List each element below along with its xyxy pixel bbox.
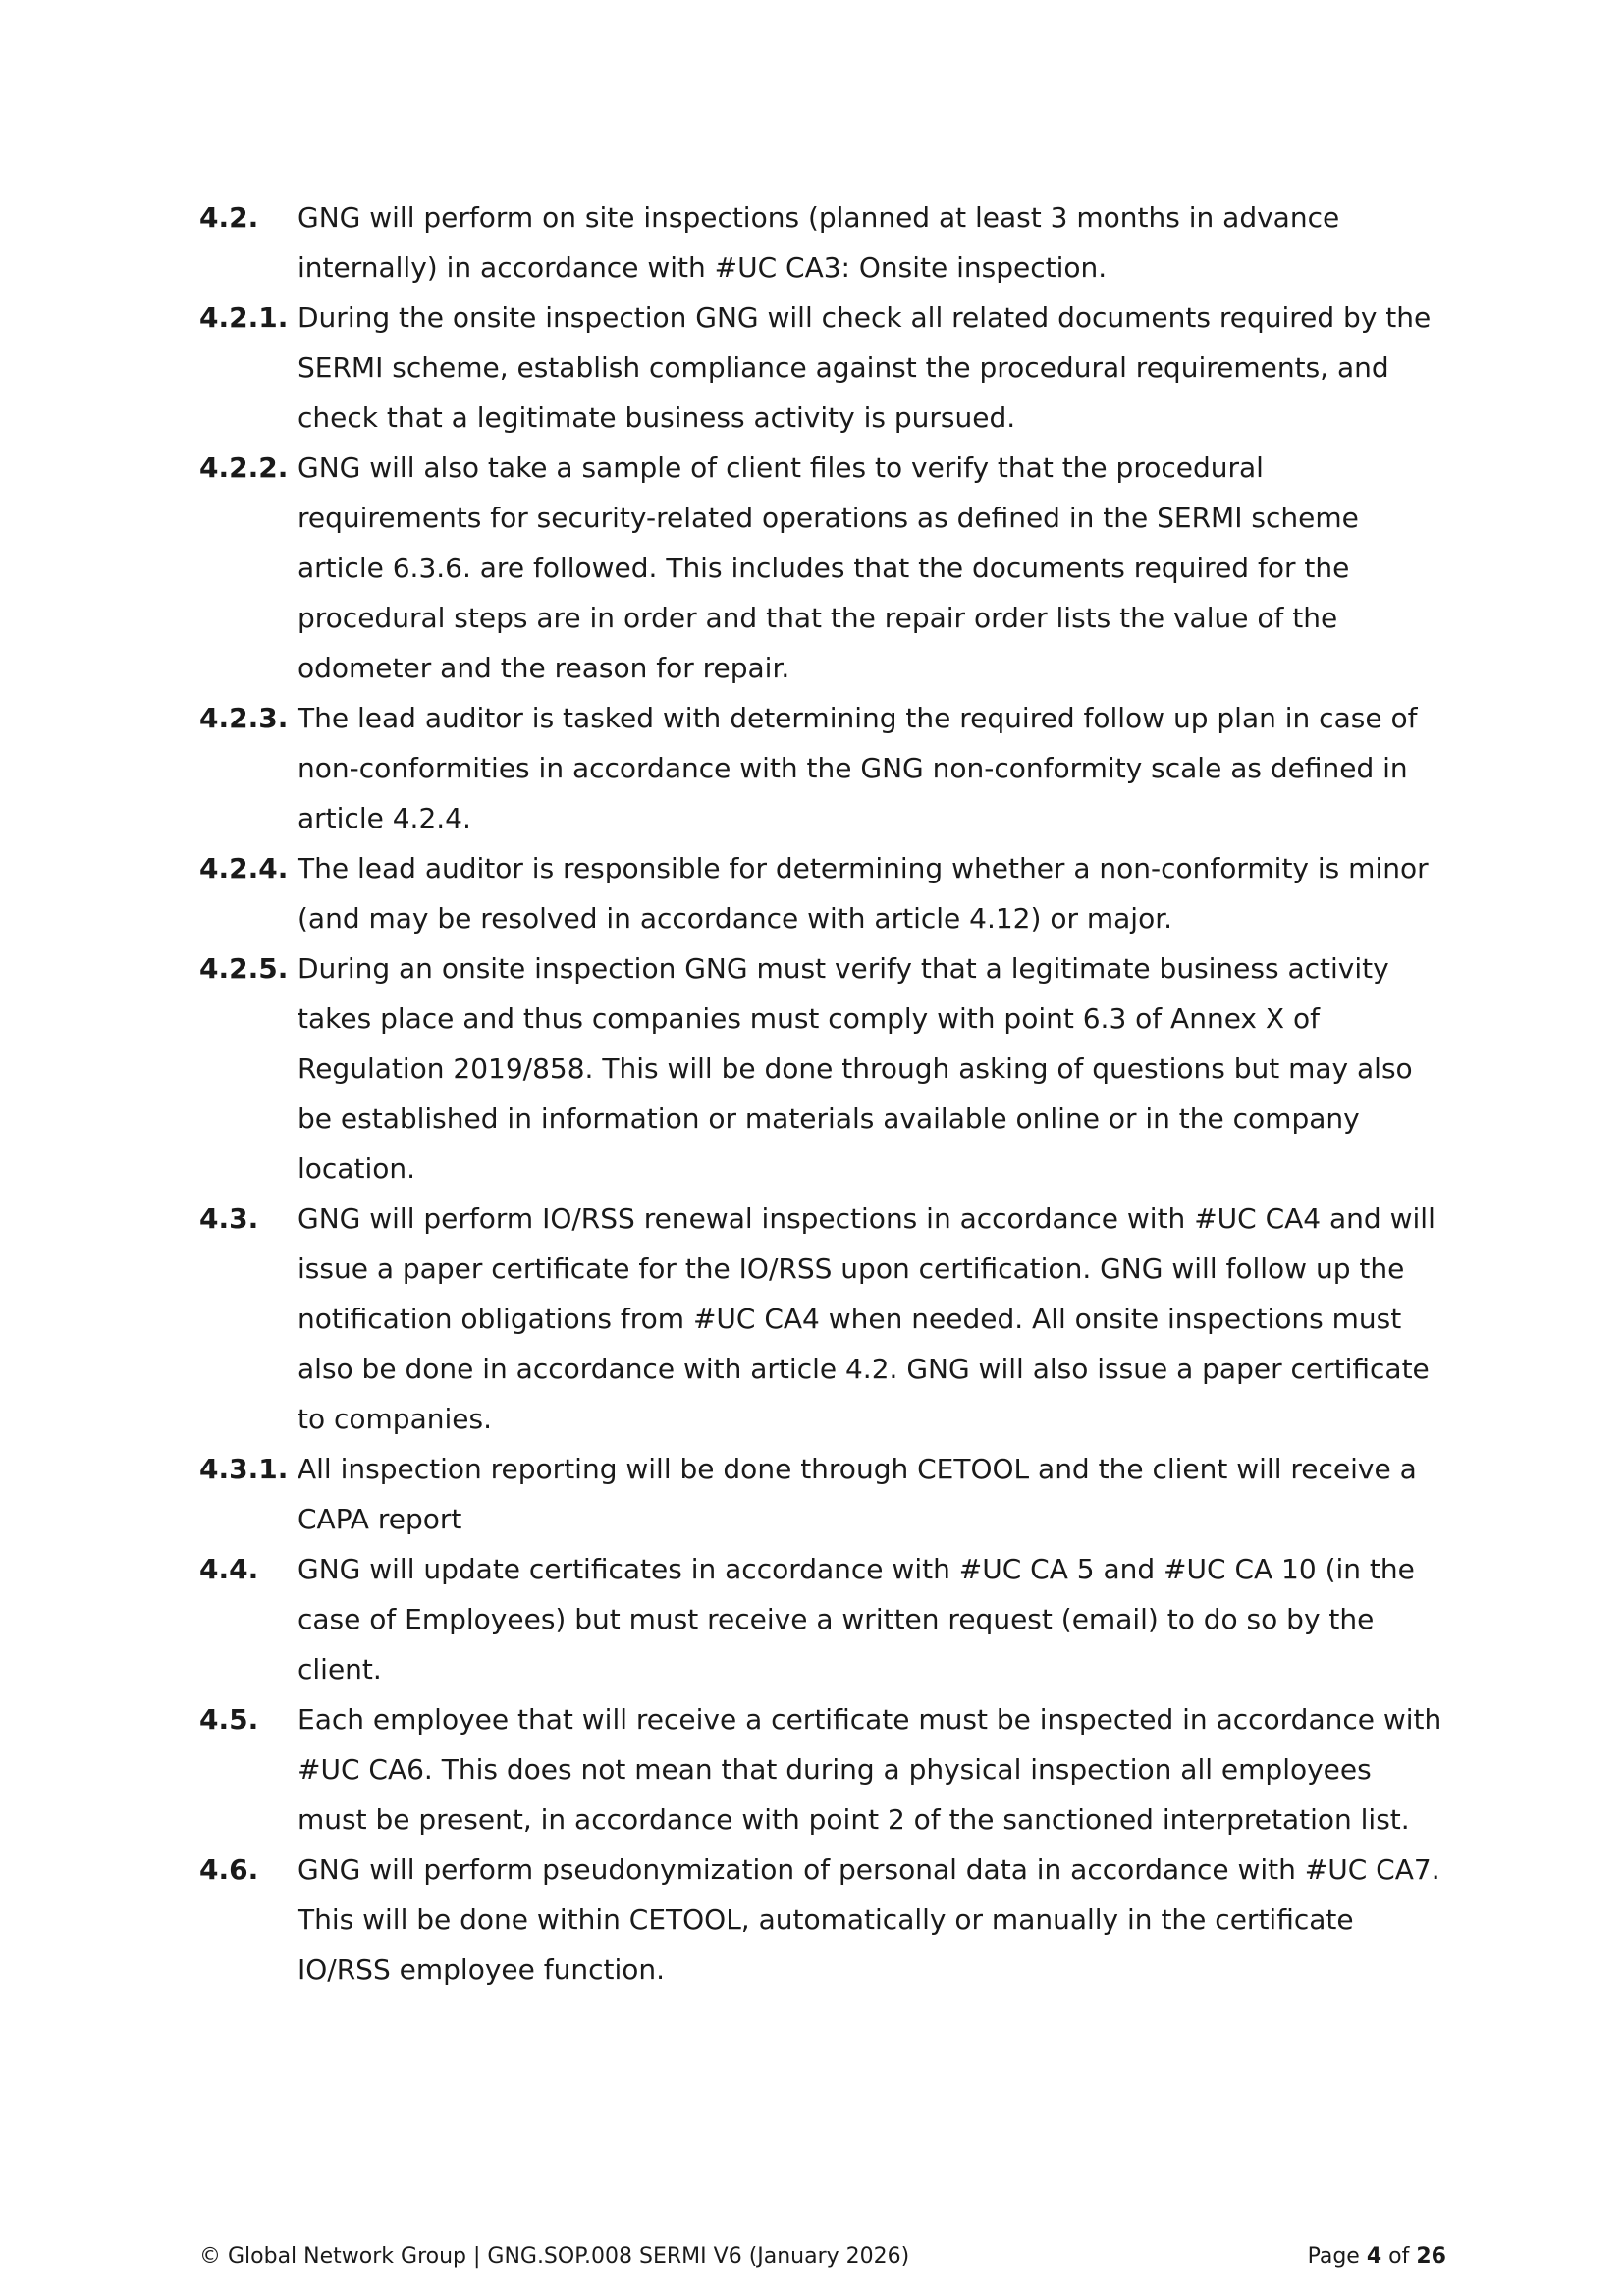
clause-number: 4.6. (199, 1853, 259, 1886)
clause-4-2 (199, 192, 1446, 293)
clause-4-2-5 (199, 943, 1446, 1194)
clause-4-2-1 (199, 293, 1446, 443)
clause-text: Each employee that will receive a certificate must be inspected in accordance with #UC CA6. This does not mean that during a physical inspection all employees must be present, in accordance with point 2 of the sanctioned interpretation list. (298, 1703, 1442, 1836)
clause-text: During an onsite inspection GNG must verify that a legitimate business activity takes place and thus companies must comply with point 6.3 of Annex X of Regulation 2019/858. This will be done through asking of questions but may also be established in information or materials available online or in the company location. (298, 952, 1413, 1185)
page-of: of (1388, 2244, 1410, 2269)
document-body (199, 192, 1446, 1995)
clause-number: 4.3. (199, 1202, 259, 1235)
clause-4-6 (199, 1844, 1446, 1995)
clause-text: The lead auditor is tasked with determining the required follow up plan in case of non-conformities in accordance with the GNG non-conformity scale as defined in article 4.2.4. (298, 702, 1418, 834)
clause-text: GNG will perform pseudonymization of personal data in accordance with #UC CA7. This will be done within CETOOL, automatically or manually in the certificate IO/RSS employee function. (298, 1853, 1440, 1986)
clause-text: GNG will also take a sample of client files to verify that the procedural requirements for security-related operations as defined in the SERMI scheme article 6.3.6. are followed. This includes that the documents required for the procedural steps are in order and that the repair order lists the value of the odometer and the reason for repair. (298, 452, 1359, 684)
page-label: Page (1307, 2244, 1360, 2269)
clause-4-3-1 (199, 1444, 1446, 1544)
clause-number: 4.2.3. (199, 702, 289, 734)
clause-text: The lead auditor is responsible for determining whether a non-conformity is minor (and may be resolved in accordance with article 4.12) or major. (298, 852, 1429, 934)
clause-4-2-3 (199, 693, 1446, 843)
footer-copyright: © Global Network Group | GNG.SOP.008 SERMI V6 (January 2026) (199, 2244, 910, 2269)
clause-text: During the onsite inspection GNG will check all related documents required by the SERMI scheme, establish compliance against the procedural requirements, and check that a legitimate business activity is pursued. (298, 301, 1432, 434)
clause-number: 4.2.2. (199, 452, 289, 484)
clause-4-2-4 (199, 843, 1446, 943)
clause-4-2-2 (199, 443, 1446, 693)
clause-4-4 (199, 1544, 1446, 1694)
page-footer (199, 2242, 1446, 2271)
clause-number: 4.2.5. (199, 952, 289, 985)
clause-text: GNG will perform on site inspections (planned at least 3 months in advance internally) in accordance with #UC CA3: Onsite inspection. (298, 201, 1340, 284)
clause-number: 4.5. (199, 1703, 259, 1735)
page-total: 26 (1416, 2244, 1446, 2269)
page-current: 4 (1366, 2244, 1382, 2269)
clause-number: 4.3.1. (199, 1453, 289, 1485)
clause-4-3 (199, 1194, 1446, 1444)
clause-number: 4.2. (199, 201, 259, 234)
clause-number: 4.2.4. (199, 852, 289, 884)
clause-text: GNG will update certificates in accordance with #UC CA 5 and #UC CA 10 (in the case of Employees) but must receive a written request (email) to do so by the client. (298, 1553, 1415, 1685)
clause-text: GNG will perform IO/RSS renewal inspections in accordance with #UC CA4 and will issue a paper certificate for the IO/RSS upon certification. GNG will follow up the notification obligations from #UC CA4 when needed. All onsite inspections must also be done in accordance with article 4.2. GNG will also issue a paper certificate to companies. (298, 1202, 1435, 1435)
page-number (1308, 2242, 1446, 2271)
clause-number: 4.2.1. (199, 301, 289, 334)
clause-text: All inspection reporting will be done through CETOOL and the client will receive a CAPA report (298, 1453, 1417, 1535)
clause-number: 4.4. (199, 1553, 259, 1585)
clause-4-5 (199, 1694, 1446, 1844)
